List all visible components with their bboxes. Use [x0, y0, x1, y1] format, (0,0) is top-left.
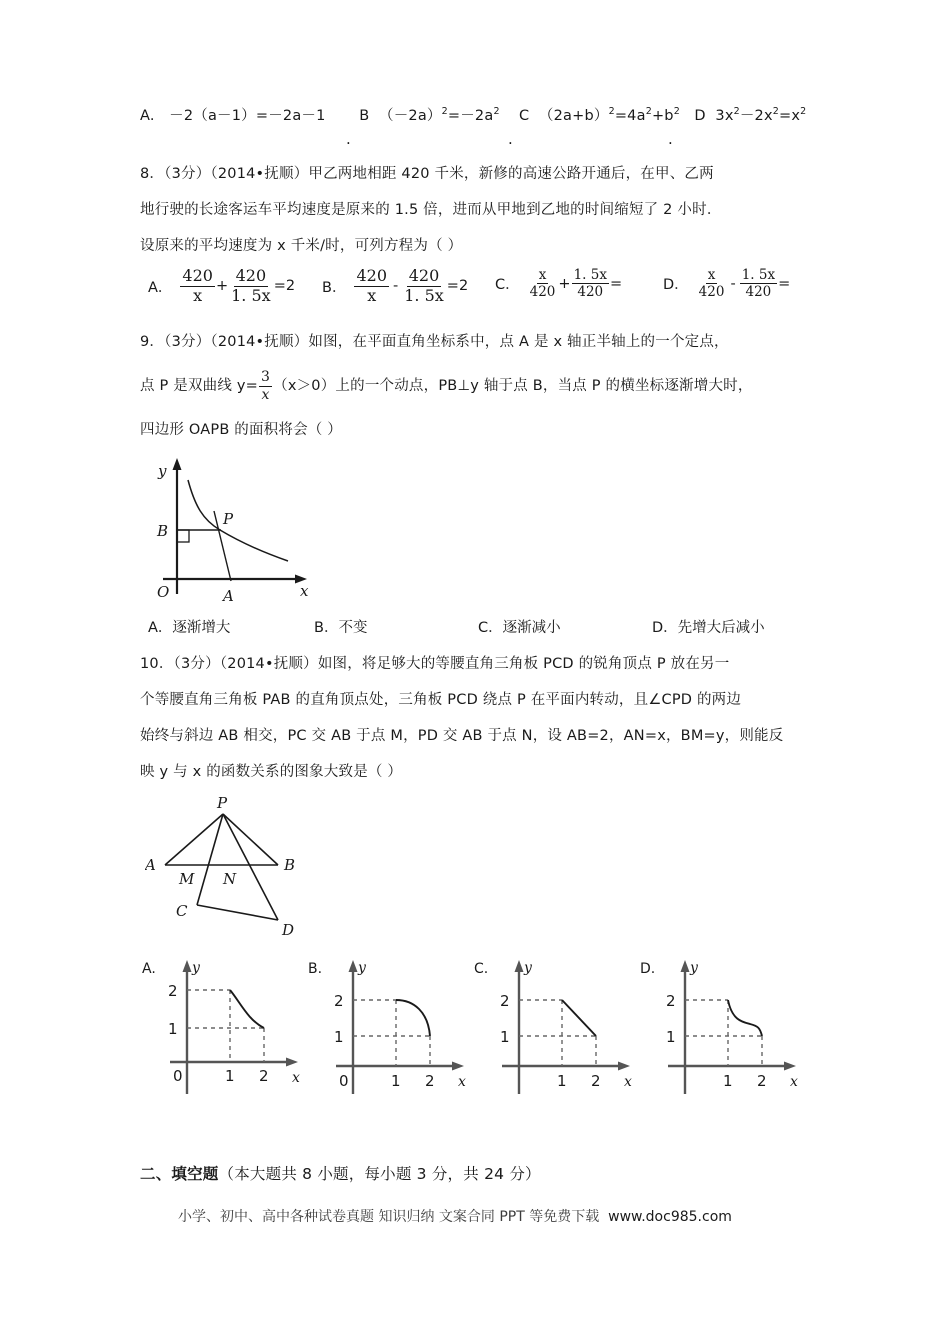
q8-option-b-frac1 [354, 268, 389, 305]
x-axis-arrowhead [784, 1062, 796, 1071]
q8-option-a-frac1-numerator: 420 [182, 266, 213, 285]
q10-graph-options [140, 954, 820, 1104]
point-p-label: P [217, 794, 228, 812]
q7-option-d-sup1: 2 [733, 106, 740, 118]
x-tick-2-label: 2 [425, 1072, 435, 1090]
y-axis-label: y [524, 960, 532, 976]
q8-option-a-frac1-denominator: x [193, 285, 203, 305]
q8-option-d-frac2 [740, 268, 777, 299]
q10-line-2: 个等腰直角三角板 PAB 的直角顶点处，三角板 PCD 绕点 P 在平面内转动，且∠CPD 的两边 [140, 692, 742, 708]
q8-option-b-frac2-denominator: 1. 5x [404, 285, 444, 305]
point-m-label: M [179, 870, 195, 888]
y-tick-2-label: 2 [500, 992, 510, 1010]
x-axis-label: x [790, 1074, 798, 1090]
origin-label: O [157, 583, 170, 601]
q9-choice-c-label: C． [478, 620, 503, 636]
q8-option-c-tail: = [609, 275, 623, 292]
curve-path [728, 1000, 762, 1036]
q7-option-c-sup2: 2 [645, 106, 652, 118]
section-2-subtitle: （本大题共 8 小题，每小题 3 分，共 24 分） [218, 1165, 541, 1183]
q10-graph-option-d[interactable] [638, 954, 813, 1104]
stray-dot-2: . [508, 130, 513, 148]
q8-option-a-label: A． [148, 279, 173, 296]
q10-graph-b-svg [306, 954, 481, 1104]
x-axis-arrowhead [452, 1062, 464, 1071]
q8-option-d-tail: = [778, 275, 791, 292]
x-axis-label: x [292, 1070, 300, 1086]
q8-option-c-label: C． [495, 277, 520, 294]
origin-label: 0 [339, 1072, 349, 1090]
x-axis-arrowhead [286, 1058, 298, 1067]
stray-dot-3: . [668, 130, 673, 148]
y-axis-label: y [690, 960, 698, 976]
y-tick-1-label: 1 [334, 1028, 344, 1046]
y-axis-label: y [158, 462, 167, 480]
q10-graph-option-c[interactable] [472, 954, 647, 1104]
q8-option-b-tail: =2 [446, 278, 469, 295]
footer-url[interactable]: www.doc985.com [608, 1209, 732, 1225]
q8-option-a-frac2-denominator: 1. 5x [231, 285, 271, 305]
y-axis-label: y [358, 960, 366, 976]
q7-option-b-sup1: 2 [441, 106, 448, 118]
q8-option-c-frac2-numerator: 1. 5x [573, 267, 607, 283]
stray-dot-1: . [346, 130, 351, 148]
q8-option-d[interactable] [663, 268, 790, 299]
q9-choice-d-text: 先增大后减小 [677, 620, 765, 636]
q10-statement [140, 646, 820, 790]
q9-figure-hyperbola [145, 454, 330, 604]
q10-graph-d-svg [638, 954, 813, 1104]
y-tick-1-label: 1 [500, 1028, 510, 1046]
x-tick-1-label: 1 [723, 1072, 733, 1090]
y-tick-1-label: 1 [168, 1020, 178, 1038]
q7-option-b-sup2: 2 [493, 106, 500, 118]
segment-pd [223, 814, 278, 920]
q7-option-d-expr-mid: －2x [739, 108, 773, 124]
q10-graph-option-d-label: D. [640, 961, 656, 977]
q10-line-1: 10．（3分）（2014•抚顺）如图，将足够大的等腰直角三角板 PCD 的锐角顶点 P 放在另一 [140, 656, 730, 672]
q8-option-d-frac2-numerator: 1. 5x [741, 267, 776, 283]
q10-graph-option-a[interactable] [140, 954, 315, 1104]
q8-option-c-operator: + [558, 275, 571, 292]
q7-option-d-label: D [694, 108, 706, 124]
q9-choice-b-label: B． [314, 620, 339, 636]
segment-cd [197, 905, 278, 920]
q7-options-line [140, 98, 820, 134]
q9-line-1: 9．（3分）（2014•抚顺）如图，在平面直角坐标系中，点 A 是 x 轴正半轴上的一个定点， [140, 334, 729, 350]
q9-choice-a-label: A． [148, 620, 173, 636]
q9-choice-b[interactable] [314, 610, 367, 646]
x-axis-label: x [624, 1074, 632, 1090]
q8-option-c-frac2 [572, 268, 609, 299]
q9-hyperbola-fraction-denominator: x [261, 386, 270, 403]
q10-graph-option-a-label: A. [142, 961, 156, 977]
q9-choice-d-label: D． [652, 620, 678, 636]
q9-choice-a[interactable] [148, 610, 230, 646]
q8-option-d-operator: - [730, 275, 736, 292]
q7-option-d-sup3: 2 [800, 106, 807, 118]
q8-option-c-frac1-numerator: x [538, 267, 547, 283]
page-content [140, 0, 820, 1226]
y-tick-2-label: 2 [666, 992, 676, 1010]
q10-graph-option-b-label: B. [308, 961, 323, 977]
x-axis-arrowhead [618, 1062, 630, 1071]
q9-line-2-pre: 点 P 是双曲线 y= [140, 378, 259, 394]
point-b-label: B [157, 522, 169, 540]
q8-option-d-frac1-denominator: 420 [698, 284, 725, 301]
q9-choice-c-text: 逐渐减小 [502, 620, 561, 636]
q8-line-2: 地行驶的长途客运车平均速度是原来的 1.5 倍，进而从甲地到乙地的时间缩短了 2 小时． [140, 202, 722, 218]
point-b-label: B [284, 856, 296, 874]
curve-path [230, 990, 264, 1028]
x-tick-2-label: 2 [591, 1072, 601, 1090]
q8-option-a-operator: + [215, 278, 229, 295]
point-a-label: A [145, 856, 156, 874]
stray-dot-row [140, 130, 820, 156]
q8-option-d-frac2-denominator: 420 [745, 284, 772, 301]
q8-option-b-operator: - [393, 278, 399, 295]
q8-statement [140, 156, 820, 264]
y-axis-arrowhead [173, 458, 182, 470]
point-p-label: P [223, 510, 234, 528]
segment-pb [223, 814, 278, 865]
q7-option-a-label: A. [140, 108, 155, 124]
curve-path [562, 1000, 596, 1036]
q7-option-b-expr-pre: （－2a） [379, 108, 442, 124]
q8-option-b-label: B． [322, 279, 347, 296]
origin-label: 0 [173, 1067, 183, 1085]
q7-option-c-expr-pre: （2a+b） [538, 108, 609, 124]
y-tick-2-label: 2 [334, 992, 344, 1010]
y-tick-1-label: 1 [666, 1028, 676, 1046]
q7-option-c-expr-post: +b [651, 108, 674, 124]
q10-line-4: 映 y 与 x 的函数关系的图象大致是（ ） [140, 764, 403, 780]
q8-option-c[interactable] [495, 268, 622, 299]
q10-graph-option-b[interactable] [306, 954, 481, 1104]
q10-graph-c-svg [472, 954, 647, 1104]
x-axis-label: x [458, 1074, 466, 1090]
q10-figure-triangles [145, 792, 350, 942]
q9-line-2-post: （x＞0）上的一个动点，PB⊥y 轴于点 B，当点 P 的横坐标逐渐增大时， [273, 378, 753, 394]
y-axis-arrowhead [681, 960, 690, 972]
hyperbola-curve [188, 480, 288, 561]
q8-option-c-frac2-denominator: 420 [577, 284, 604, 301]
q9-choice-c[interactable] [478, 610, 561, 646]
curve-path [396, 1000, 430, 1036]
q10-figure-svg [145, 792, 350, 942]
q10-line-3: 始终与斜边 AB 相交，PC 交 AB 于点 M，PD 交 AB 于点 N，设 AB=2，AN=x，BM=y，则能反 [140, 728, 784, 744]
y-tick-2-label: 2 [168, 982, 178, 1000]
q10-graph-option-c-label: C. [474, 961, 489, 977]
q9-figure-svg [145, 454, 330, 604]
point-d-label: D [282, 921, 295, 939]
y-axis-arrowhead [183, 960, 192, 972]
q8-option-a-tail: =2 [273, 278, 296, 295]
q7-option-d-sup2: 2 [772, 106, 780, 118]
q8-option-a-frac2 [229, 268, 273, 305]
q8-option-b-frac2 [402, 268, 446, 305]
q9-line-2 [140, 360, 820, 412]
q7-option-b [359, 108, 504, 124]
x-tick-1-label: 1 [225, 1067, 235, 1085]
x-tick-1-label: 1 [391, 1072, 401, 1090]
x-tick-1-label: 1 [557, 1072, 567, 1090]
section-2-title: 二、填空题 [140, 1165, 219, 1183]
q8-options [140, 268, 820, 324]
q7-option-d-expr-pre: 3x [715, 108, 734, 124]
q9-choice-a-text: 逐渐增大 [172, 620, 231, 636]
y-axis-label: y [192, 960, 200, 976]
q7-option-b-expr-mid: =－2a [447, 108, 494, 124]
q8-line-1: 8．（3分）（2014•抚顺）甲乙两地相距 420 千米，新修的高速公路开通后，在甲、乙两 [140, 166, 714, 182]
q9-choice-b-text: 不变 [338, 620, 368, 636]
q7-option-c-expr-mid: =4a [614, 108, 646, 124]
section-2-heading [140, 1162, 820, 1184]
q8-option-c-frac1 [528, 268, 558, 299]
y-axis-arrowhead [349, 960, 358, 972]
q7-option-d-expr-post: =x [779, 108, 801, 124]
q9-hyperbola-fraction [259, 370, 272, 402]
q10-graph-a-svg [140, 954, 315, 1104]
q8-option-d-frac1 [697, 268, 727, 299]
q8-option-a-frac1 [180, 268, 215, 305]
q7-option-b-label: B [359, 108, 370, 124]
q7-option-c-label: C [518, 108, 530, 124]
q9-line-3: 四边形 OAPB 的面积将会（ ） [140, 422, 342, 438]
q9-hyperbola-fraction-numerator: 3 [261, 368, 271, 385]
q7-option-d [694, 108, 806, 124]
q9-statement [140, 324, 820, 448]
q7-option-c-sup3: 2 [673, 106, 680, 118]
q8-option-b-frac1-numerator: 420 [356, 266, 387, 285]
segment-pc [197, 814, 223, 905]
x-axis-label: x [300, 582, 309, 600]
x-tick-2-label: 2 [259, 1067, 269, 1085]
q8-option-b-frac2-numerator: 420 [408, 266, 440, 285]
q8-option-d-frac1-numerator: x [707, 267, 716, 283]
q9-choices [140, 610, 820, 646]
q9-choice-d[interactable] [652, 610, 765, 646]
footer-promo [140, 1206, 820, 1226]
point-n-label: N [223, 870, 237, 888]
q8-option-a-frac2-numerator: 420 [235, 266, 267, 285]
q8-option-a[interactable] [148, 268, 295, 305]
q8-option-c-frac1-denominator: 420 [529, 284, 556, 301]
footer-promo-text: 小学、初中、高中各种试卷真题 知识归纳 文案合同 PPT 等免费下载 [178, 1209, 600, 1225]
q8-option-b-frac1-denominator: x [367, 285, 377, 305]
point-a-label: A [223, 587, 234, 604]
q7-option-a [140, 108, 330, 124]
q8-line-3: 设原来的平均速度为 x 千米/时，可列方程为（ ） [140, 238, 463, 254]
q8-option-b[interactable] [322, 268, 468, 305]
q7-option-a-text: －2（a－1）=－2a－1 [169, 108, 326, 124]
point-c-label: C [176, 902, 188, 920]
x-tick-2-label: 2 [757, 1072, 767, 1090]
q8-option-d-label: D． [663, 277, 689, 294]
segment-pa [165, 814, 223, 865]
right-angle-mark-b [177, 530, 189, 542]
q7-option-c-sup1: 2 [608, 106, 615, 118]
y-axis-arrowhead [515, 960, 524, 972]
q7-option-c [519, 108, 685, 124]
